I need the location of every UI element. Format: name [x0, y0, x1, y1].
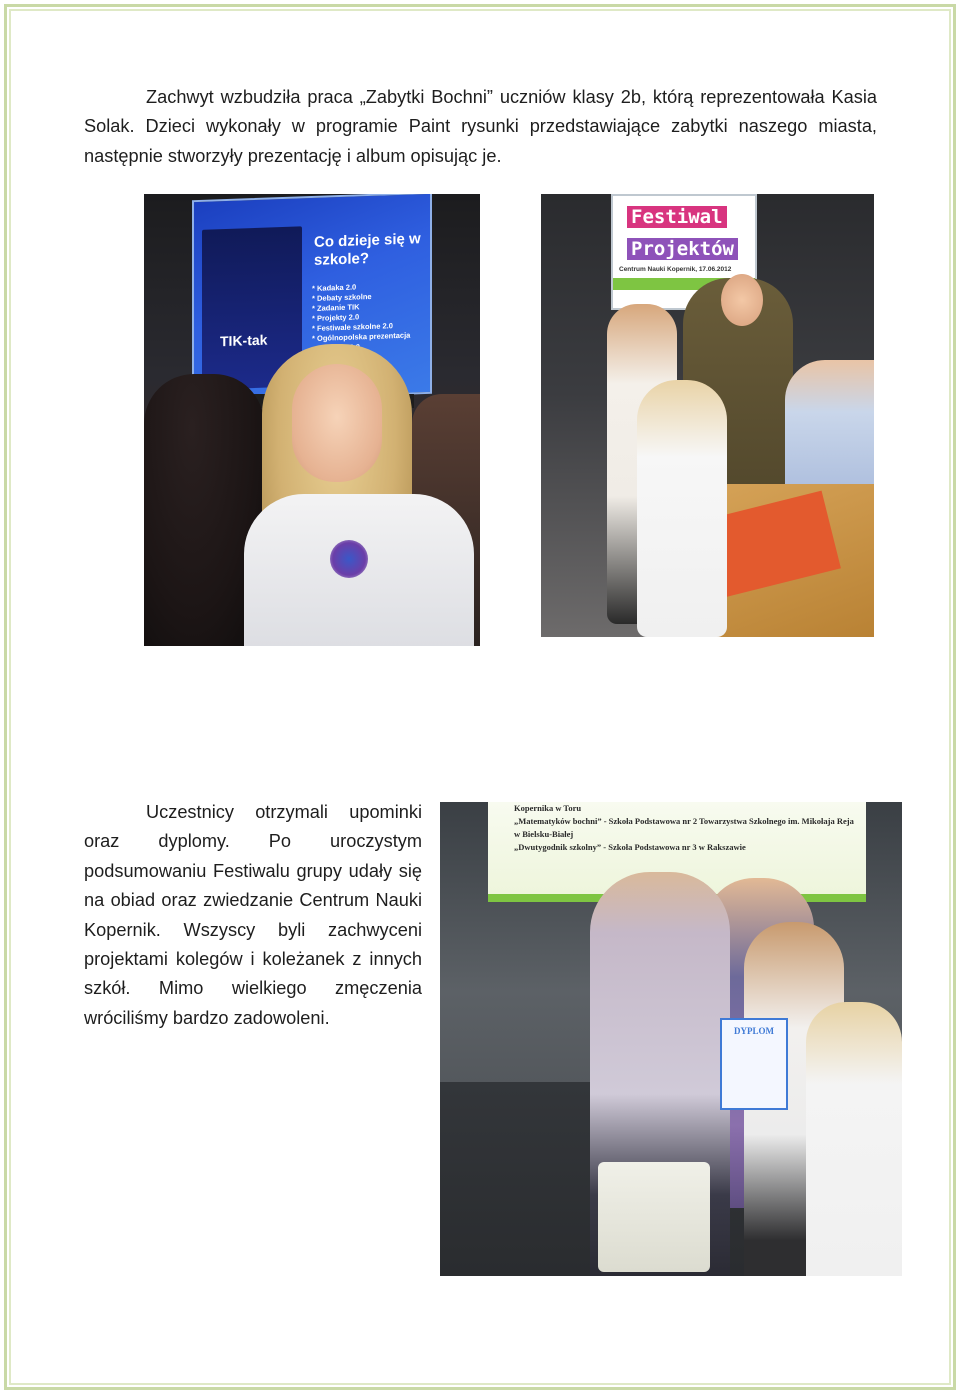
- girl-face: [292, 364, 382, 482]
- poster-title: TIK-tak: [220, 331, 268, 350]
- screen-list: [312, 280, 424, 354]
- screen-list-item: * Projekty 2.0: [312, 312, 360, 323]
- paragraph-closing: [84, 798, 422, 1033]
- screen-list-item: * Ogólnopolska prezentacja: [312, 330, 411, 343]
- paragraph-closing-text: Uczestnicy otrzymali upominki oraz dyplomy. Po uroczystym podsumowaniu Festiwalu grupy udały się na obiad oraz zwiedzanie Centrum Nauki Kopernik. Wszyscy byli zachwyceni projektami kolegów i koleżanek z innych szkół. Mimo wielkiego zmęczenia wróciliśmy bardzo zadowoleni.: [84, 802, 422, 1028]
- screen-list-item: * Zadanie TIK: [312, 302, 360, 313]
- festival-title-line1: Festiwal: [627, 206, 727, 228]
- festival-subtitle: Centrum Nauki Kopernik, 17.06.2012: [619, 266, 732, 273]
- screen-list-item: * Debaty szkolne: [312, 291, 372, 303]
- diploma-label: DYPLOM: [734, 1026, 774, 1036]
- girl-in-white-dress: [637, 380, 727, 637]
- results-line: „Dwutygodnik szkolny” - Szkoła Podstawowa nr 3 w Rakszawie: [514, 842, 746, 852]
- gift-bag: [598, 1162, 710, 1272]
- girl-blonde: [806, 1002, 902, 1276]
- woman-face: [721, 274, 763, 326]
- photo-group-with-diploma: [440, 802, 902, 1276]
- results-line: „Matematyków bochni” - Szkoła Podstawowa nr 2 Towarzystwa Szkolnego im. Mikołaja Reja w Bielsku-Białej: [514, 816, 854, 839]
- paragraph-intro-text: Zachwyt wzbudziła praca „Zabytki Bochni” uczniów klasy 2b, którą reprezentowała Kasia Solak. Dzieci wykonały w programie Paint rysunki przedstawiające zabytki naszego miasta, następnie stworzyły prezentację i album opisując je.: [84, 87, 877, 166]
- festival-title-line2: Projektów: [627, 238, 738, 260]
- screen-title: Co dzieje się w szkole?: [314, 230, 421, 269]
- photo-festival-stand: [541, 194, 874, 637]
- photo-girl-at-presentation: [144, 194, 480, 646]
- boy-seated: [785, 360, 874, 490]
- badge-icon: [330, 540, 368, 578]
- diploma: [720, 1018, 788, 1110]
- screen-list-item: * Kadaka 2.0: [312, 282, 357, 293]
- results-list: [514, 802, 854, 854]
- screen-list-item: * Festiwale szkolne 2.0: [312, 321, 393, 333]
- paragraph-intro: [84, 83, 877, 171]
- results-line: Kopernika w Toru: [514, 803, 582, 813]
